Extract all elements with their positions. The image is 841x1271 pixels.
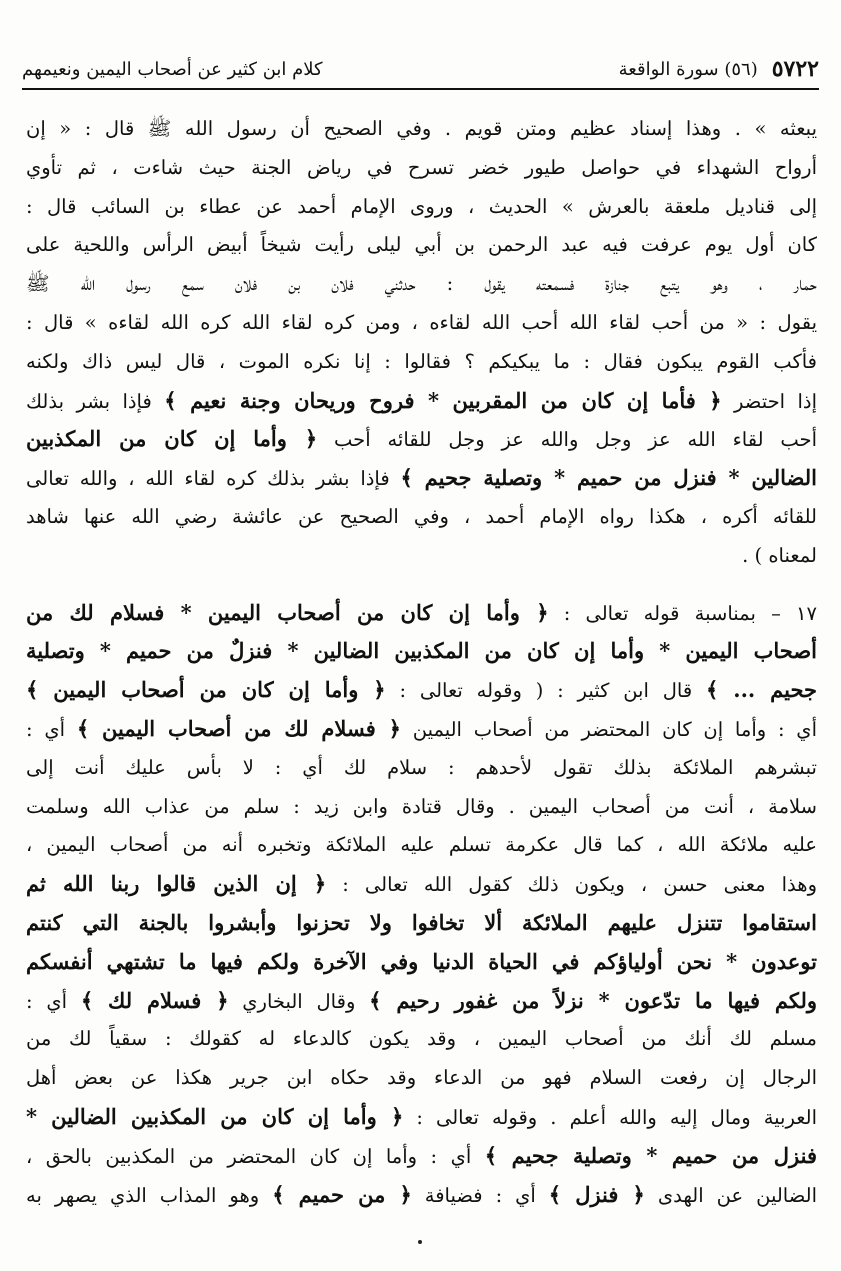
text-segment: أي : فضيافة	[411, 1183, 549, 1207]
quran-quote: ﴿ وأما إن كان من أصحاب اليمين ﴾	[26, 677, 386, 703]
text-segment: يبعثه » . وهذا إسناد عظيم ومتن قويم . وفي الصحيح أن رسول الله ﷺ قال : « إن	[26, 117, 817, 140]
text-segment: وهذا معنى حسن ، ويكون ذلك كقول الله تعالى :	[326, 873, 817, 897]
text-line	[26, 632, 817, 671]
text-line	[26, 149, 817, 188]
text-segment: للقائه أكره ، هكذا رواه الإمام أحمد ، وفي الصحيح عن عائشة رضي الله عنها شاهد	[26, 504, 817, 528]
text-line	[26, 749, 817, 788]
quran-quote: توعدون * نحن أولياؤكم في الحياة الدنيا وفي الآخرة ولكم فيها ما تشتهي أنفسكم	[26, 948, 817, 974]
quran-quote: ﴿ إن الذين قالوا ربنا الله ثم	[26, 871, 327, 897]
text-line	[26, 1176, 817, 1215]
quran-quote: ﴿ فنزل ﴾	[548, 1181, 645, 1207]
text-segment: فأكب القوم يبكون فقال : ما يبكيكم ؟ فقالوا : إنا نكره الموت ، قال ليس ذاك ولكنه	[26, 349, 817, 373]
text-segment: إلى قناديل ملعقة بالعرش » الحديث ، وروى الإمام أحمد عن عطاء بن السائب قال :	[26, 194, 817, 218]
text-segment: وهو المذاب الذي يصهر به	[26, 1183, 273, 1207]
quran-quote: ولكم فيها ما تدّعون * نزلاً من غفور رحيم ﴾	[369, 987, 817, 1013]
text-line	[26, 904, 817, 943]
text-segment: ١٧ – بمناسبة قوله تعالى :	[548, 601, 817, 625]
text-segment: فإذا بشر بذلك	[26, 389, 165, 413]
text-segment: أي :	[26, 989, 81, 1013]
section-topic: كلام ابن كثير عن أصحاب اليمين ونعيمهم	[22, 58, 323, 80]
running-header	[22, 52, 819, 86]
text-segment: قال ابن كثير : ( وقوله تعالى :	[385, 679, 706, 703]
text-line	[26, 420, 817, 459]
text-segment: وقال البخاري	[228, 989, 370, 1013]
quran-quote: ﴿ فسلام لك من أصحاب اليمين ﴾	[76, 715, 401, 741]
text-line	[26, 788, 817, 827]
text-line	[26, 594, 817, 633]
text-segment: إذا احتضر	[721, 389, 817, 413]
text-line	[26, 1059, 817, 1098]
quran-quote: ﴿ فأما إن كان من المقربين * فروح وريحان وجنة نعيم ﴾	[164, 387, 722, 413]
text-line	[26, 1020, 817, 1059]
quran-quote: جحيم ... ﴾	[706, 677, 817, 703]
text-segment: حمار ، وهو يتبع جنازة فسمعته يقول : حدثني فلان بن فلان سمع رسول الله ﷺ	[26, 272, 817, 296]
text-line	[26, 537, 817, 576]
text-segment: أي : وأما إن كان المحتضر من المكذبين بالحق ،	[26, 1144, 485, 1168]
quran-quote: ﴿ وأما إن كان من المكذبين الضالين *	[26, 1103, 404, 1129]
text-line	[26, 671, 817, 710]
text-line	[26, 710, 817, 749]
text-line	[26, 265, 817, 304]
text-segment: لمعناه ) .	[742, 543, 817, 567]
text-line	[26, 188, 817, 227]
text-line	[26, 226, 817, 265]
body-text	[26, 110, 817, 1214]
text-line	[26, 865, 817, 904]
header-rule	[22, 88, 819, 90]
text-segment: تبشرهم الملائكة بذلك تقول لأحدهم : سلام لك أي : لا بأس عليك أنت إلى	[26, 755, 817, 779]
surah-title: (٥٦) سورة الواقعة	[618, 58, 758, 80]
text-segment: الرجال إن رفعت السلام فهو من الدعاء وقد حكاه ابن جرير هكذا عن بعض أهل	[26, 1066, 817, 1090]
text-segment: العربية ومال إليه والله أعلم . وقوله تعالى :	[403, 1105, 817, 1129]
text-segment: يقول : « من أحب لقاء الله أحب الله لقاءه ، ومن كره لقاء الله كره الله لقاءه » قال :	[26, 310, 817, 334]
text-line	[26, 382, 817, 421]
quran-quote: ﴿ وأما إن كان من المكذبين	[26, 426, 318, 452]
quran-quote: ﴿ فسلام لك ﴾	[80, 987, 229, 1013]
text-segment: أحب لقاء الله عز وجل والله عز وجل للقائه أحب	[317, 428, 817, 452]
text-line	[26, 498, 817, 537]
header-right-group	[619, 56, 819, 82]
text-line	[26, 304, 817, 343]
text-line	[26, 943, 817, 982]
text-line	[26, 343, 817, 382]
quran-quote: استقاموا تتنزل عليهم الملائكة ألا تخافوا ولا تحزنوا وأبشروا بالجنة التي كنتم	[26, 909, 817, 935]
page-number: ٥٧٢٢	[771, 56, 819, 82]
text-line	[26, 110, 817, 149]
text-segment: أي : وأما إن كان المحتضر من أصحاب اليمين	[400, 717, 817, 741]
quran-quote: أصحاب اليمين * وأما إن كان من المكذبين الضالين * فنزلٌ من حميم * وتصلية	[26, 638, 817, 664]
quran-quote: ﴿ وأما إن كان من أصحاب اليمين * فسلام لك من	[26, 599, 549, 625]
text-segment: فإذا بشر بذلك كره لقاء الله ، والله تعالى	[26, 467, 401, 491]
text-line	[26, 982, 817, 1021]
text-segment: أي :	[26, 717, 77, 741]
text-segment: كان أول يوم عرفت فيه عبد الرحمن بن أبي ليلى رأيت شيخاً أبيض الرأس واللحية على	[26, 233, 817, 257]
footer-mark	[418, 1240, 422, 1244]
text-line	[26, 459, 817, 498]
text-segment: أرواح الشهداء في حواصل طيور خضر تسرح في رياض الجنة حيث شاءت ، ثم تأوي	[26, 155, 817, 179]
text-segment: مسلم لك أنك من أصحاب اليمين ، وقد يكون كالدعاء له كقولك : سقياً لك من	[26, 1027, 817, 1051]
text-line	[26, 826, 817, 865]
text-segment: عليه ملائكة الله ، كما قال عكرمة تسلم عليه الملائكة وتخبره أنه من أصحاب اليمين ،	[26, 833, 817, 857]
text-line	[26, 1137, 817, 1176]
text-segment: سلامة ، أنت من أصحاب اليمين . وقال قتادة وابن زيد : سلم من عذاب الله وسلمت	[26, 794, 817, 818]
text-line	[26, 1098, 817, 1137]
text-segment: الضالين عن الهدى	[644, 1183, 817, 1207]
quran-quote: فنزل من حميم * وتصلية جحيم ﴾	[484, 1142, 817, 1168]
quran-quote: الضالين * فنزل من حميم * وتصلية جحيم ﴾	[400, 465, 817, 491]
quran-quote: ﴿ من حميم ﴾	[272, 1181, 412, 1207]
